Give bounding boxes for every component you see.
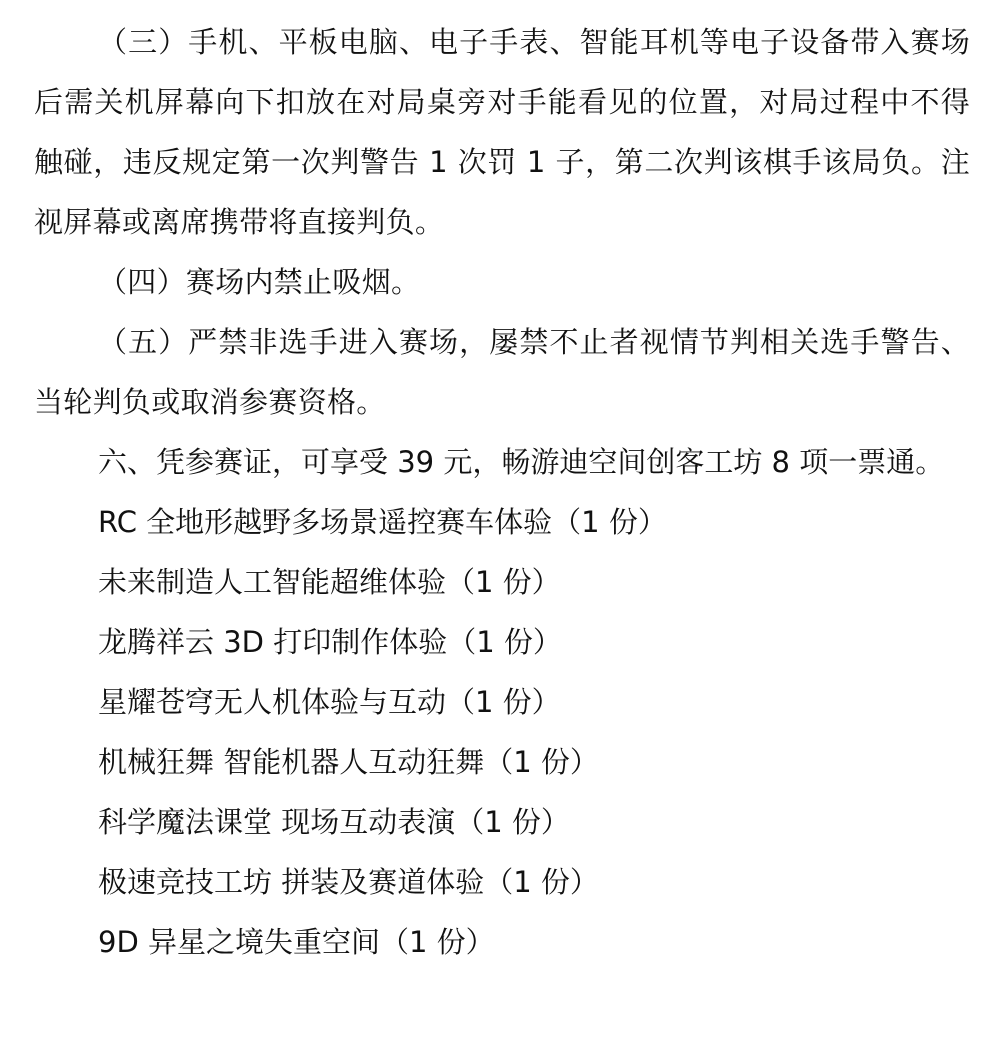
list-item: 极速竞技工坊 拼装及赛道体验（1 份） xyxy=(98,865,599,899)
list-item: 龙腾祥云 3D 打印制作体验（1 份） xyxy=(98,625,562,659)
list-item: 机械狂舞 智能机器人互动狂舞（1 份） xyxy=(98,745,599,779)
paragraph-no-smoking: （四）赛场内禁止吸烟。 xyxy=(98,265,421,299)
list-item: 9D 异星之境失重空间（1 份） xyxy=(98,925,495,959)
list-item: 星耀苍穹无人机体验与互动（1 份） xyxy=(98,685,561,719)
list-item: RC 全地形越野多场景遥控赛车体验（1 份） xyxy=(98,505,667,539)
paragraph-no-entry: （五）严禁非选手进入赛场，屡禁不止者视情节判相关选手警告、当轮判负或取消参赛资格。 xyxy=(34,325,970,419)
section-heading-benefits: 六、凭参赛证，可享受 39 元，畅游迪空间创客工坊 8 项一票通。 xyxy=(98,445,945,479)
list-item: 未来制造人工智能超维体验（1 份） xyxy=(98,565,561,599)
paragraph-device-rules: （三）手机、平板电脑、电子手表、智能耳机等电子设备带入赛场后需关机屏幕向下扣放在对局桌旁对手能看见的位置，对局过程中不得触碰，违反规定第一次判警告 1 次罚 1 子，第二次判该棋手该局负。注视屏幕或离席携带将直接判负。 xyxy=(34,25,970,239)
list-item: 科学魔法课堂 现场互动表演（1 份） xyxy=(98,805,570,839)
